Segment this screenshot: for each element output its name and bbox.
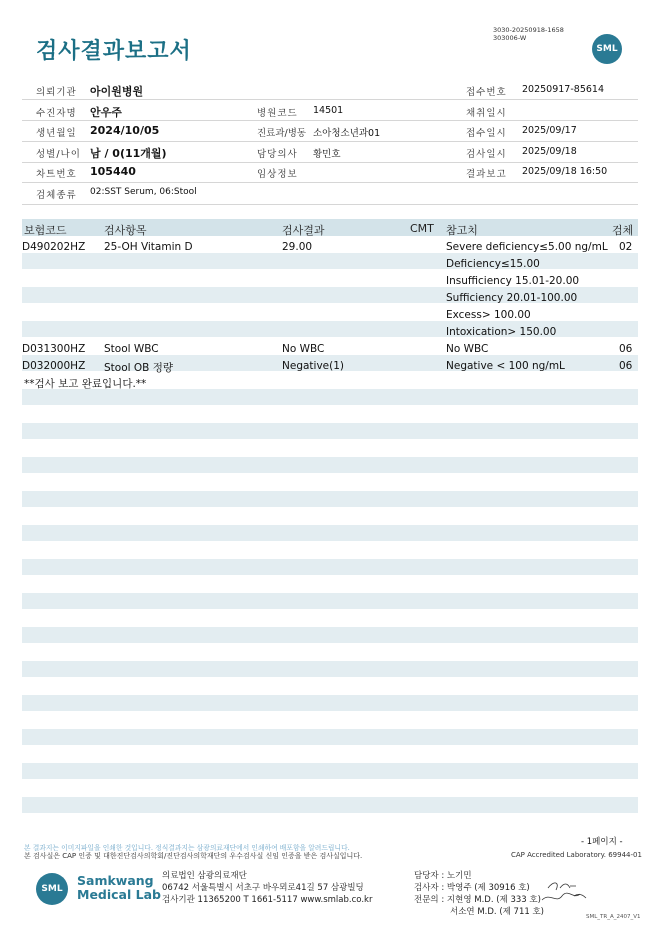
header-label: 검사일시	[466, 149, 507, 160]
org-name: 의료법인 삼광의료재단	[162, 871, 247, 881]
test-date: 2025/09/18	[522, 146, 577, 157]
brand-line: Medical Lab	[77, 887, 161, 902]
patient-name: 안우주	[90, 106, 122, 119]
receipt-date: 2025/09/17	[522, 125, 577, 136]
birth-date: 2024/10/05	[90, 124, 160, 137]
insurance-code-cell: D490202HZ	[22, 241, 86, 253]
column-header-item: 검사항목	[104, 224, 147, 237]
specimen-cell: 02	[619, 241, 633, 253]
header-label: 수진자명	[36, 108, 77, 119]
staff-line: 서소연 M.D. (제 711 호)	[450, 907, 545, 917]
reference-cell: Severe deficiency≤5.00 ng/mL	[446, 241, 608, 253]
header-label: 결과보고	[466, 169, 507, 180]
column-header-result: 검사결과	[282, 224, 325, 237]
staff-info	[414, 870, 544, 918]
reference-cell: Sufficiency 20.01-100.00	[446, 292, 578, 304]
sml-brand-icon: SML	[36, 873, 68, 905]
test-result-cell: No WBC	[282, 343, 325, 355]
reference-cell: Negative < 100 ng/mL	[446, 360, 565, 372]
header-label: 접수일시	[466, 128, 507, 139]
header-label: 병원코드	[257, 108, 298, 119]
document-number-block	[493, 26, 564, 42]
physician-name: 황민호	[313, 149, 341, 160]
receipt-number: 20250917-85614	[522, 84, 605, 95]
organization-info	[162, 870, 372, 906]
specimen-cell: 06	[619, 360, 633, 372]
signature-image	[540, 878, 590, 908]
column-header-code: 보험코드	[24, 224, 67, 237]
brand-name	[77, 874, 161, 902]
header-label: 접수번호	[466, 87, 507, 98]
brand-line: Samkwang	[77, 873, 154, 888]
header-label: 검체종류	[36, 190, 77, 201]
column-header-cmt: CMT	[410, 222, 434, 235]
form-code: SML_TR_A_2407_V1	[586, 914, 641, 920]
staff-line: 전문의 : 지현영 M.D. (제 333 호)	[414, 895, 541, 905]
report-datetime: 2025/09/18 16:50	[522, 166, 608, 177]
completion-note: **검사 보고 완료입니다.**	[24, 378, 147, 390]
hospital-code: 14501	[313, 105, 344, 116]
sex-age: 남 / 0(11개월)	[90, 147, 167, 160]
reference-cell: Insufficiency 15.01-20.00	[446, 275, 580, 287]
test-result-cell: Negative(1)	[282, 360, 344, 372]
page-number: - 1페이지 -	[581, 837, 623, 847]
document-title: 검사결과보고서	[36, 39, 192, 64]
document-subnumber: 303006-W	[493, 34, 527, 42]
column-header-reference: 참고치	[446, 224, 478, 237]
test-item-cell: 25-OH Vitamin D	[104, 241, 193, 253]
header-label: 채취일시	[466, 108, 507, 119]
reference-cell: Intoxication> 150.00	[446, 326, 557, 338]
sml-logo-icon: SML	[592, 34, 622, 64]
cap-accreditation: CAP Accredited Laboratory. 69944-01	[511, 851, 642, 859]
header-label: 성별/나이	[36, 149, 81, 160]
staff-line: 담당자 : 노기민	[414, 871, 472, 881]
test-result-cell: 29.00	[282, 241, 313, 253]
column-header-specimen: 검체	[612, 224, 634, 237]
reference-cell: Excess> 100.00	[446, 309, 531, 321]
insurance-code-cell: D032000HZ	[22, 360, 86, 372]
org-address: 06742 서울특별시 서초구 바우뫼로41길 57 삼광빌딩	[162, 883, 364, 893]
header-label: 의뢰기관	[36, 87, 77, 98]
header-label: 임상정보	[257, 169, 298, 180]
test-item-cell: Stool WBC	[104, 343, 159, 355]
header-label: 진료과/병동	[257, 128, 307, 139]
specimen-types: 02:SST Serum, 06:Stool	[90, 187, 197, 197]
image-print-notice: 본 결과지는 이미지파일을 인쇄한 것입니다. 정식결과지는 삼광의료재단에서 인쇄하여 배포함을 알려드립니다.	[24, 844, 350, 852]
header-label: 차트번호	[36, 169, 77, 180]
specimen-cell: 06	[619, 343, 633, 355]
chart-number: 105440	[90, 165, 136, 178]
staff-line: 검사자 : 박영주 (제 30916 호)	[414, 883, 530, 893]
reference-cell: Deficiency≤15.00	[446, 258, 540, 270]
department: 소아청소년과01	[313, 128, 381, 139]
test-item-cell: Stool OB 정량	[104, 362, 173, 374]
insurance-code-cell: D031300HZ	[22, 343, 86, 355]
org-contact: 검사기관 11365200 T 1661-5117 www.smlab.co.kr	[162, 895, 373, 905]
certification-note: 본 검사실은 CAP 인증 및 대한진단검사의학회/진단검사의학재단의 우수검사실 신임 인증을 받은 검사실입니다.	[24, 852, 363, 860]
document-number: 3030-20250918-1658	[493, 26, 564, 34]
reference-cell: No WBC	[446, 343, 489, 355]
header-label: 생년월일	[36, 128, 77, 139]
header-label: 담당의사	[257, 149, 298, 160]
institution-name: 아이원병원	[90, 85, 144, 98]
